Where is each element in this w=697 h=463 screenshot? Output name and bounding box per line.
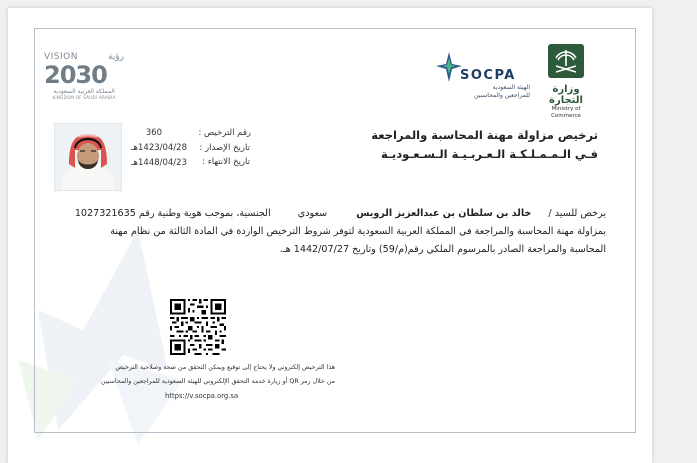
license-basis-line: بمزاولة مهنة المحاسبة والمراجعة في المملكة العربية السعودية لتوفر شروط الترخيص الواردة في المادة الثالثة من نظام مهنة (110, 226, 606, 237)
electronic-license-note: هذا الترخيص إلكتروني ولا يحتاج إلى توقيع ويمكن التحقق من صحة وصلاحية الترخيص (115, 364, 335, 371)
licensee-photo (54, 123, 122, 191)
expiry-date-label: تاريخ الانتهاء : (202, 157, 250, 167)
socpa-logo (436, 48, 531, 100)
verification-instructions: من خلال رمز QR أو زيارة خدمة التحقق الإلكتروني للهيئة السعودية للمراجعين والمحاسبين (101, 378, 335, 385)
verification-url[interactable]: https://v.socpa.org.sa (165, 392, 239, 400)
ministry-name-en: Ministry of Commerce (551, 106, 581, 119)
issue-date-value: 1423/04/28هـ (131, 143, 187, 153)
ministry-of-commerce-logo (536, 44, 596, 119)
vision-2030-logo (44, 52, 124, 100)
socpa-name: SOCPA (460, 68, 516, 83)
vision-year: 2030 (44, 61, 107, 89)
certificate-title: ترخيص مزاولة مهنة المحاسبة والمراجعة (371, 128, 598, 142)
grantee-name: خالد بن سلطان بن عبدالعزيز الرويس (356, 208, 532, 219)
verification-qr-code (170, 299, 226, 355)
socpa-name-ar-line1: الهيئة السعودية (492, 84, 530, 91)
vision-label-ar: رؤية (107, 52, 124, 62)
socpa-name-ar-line2: للمراجعين والمحاسبين (474, 92, 530, 99)
issue-date-label: تاريخ الإصدار : (199, 143, 250, 153)
licensee-details-line (75, 208, 606, 219)
vision-kingdom-en: KINGDOM OF SAUDI ARABIA (52, 95, 116, 100)
license-number-value: 360 (145, 128, 162, 138)
license-number-label: رقم الترخيص : (198, 128, 251, 138)
nationality-label: الجنسية (239, 208, 271, 219)
royal-decree-line: المحاسبة والمراجعة الصادر بالمرسوم الملكي رقم(م/59) وتاريخ 1442/07/27 هـ. (279, 244, 606, 255)
socpa-star-icon (436, 52, 462, 88)
grantee-prefix: يرخص للسيد / (548, 208, 606, 219)
nationality-value: سعودي (297, 208, 328, 219)
certificate-subtitle: فـي الـمـمـلـكـة الـعـربـيـة الـسـعـوديـة (381, 147, 598, 161)
national-id-text: ، بموجب هوية وطنية رقم 1027321635 (74, 208, 240, 219)
ministry-name-ar: وزارة التجارة (549, 84, 583, 106)
palm-swords-emblem-icon (548, 44, 584, 78)
expiry-date-value: 1448/04/23هـ (131, 158, 187, 168)
vision-kingdom-ar: المملكة العربية السعودية (53, 88, 115, 95)
vision-label: VISION (44, 52, 78, 62)
